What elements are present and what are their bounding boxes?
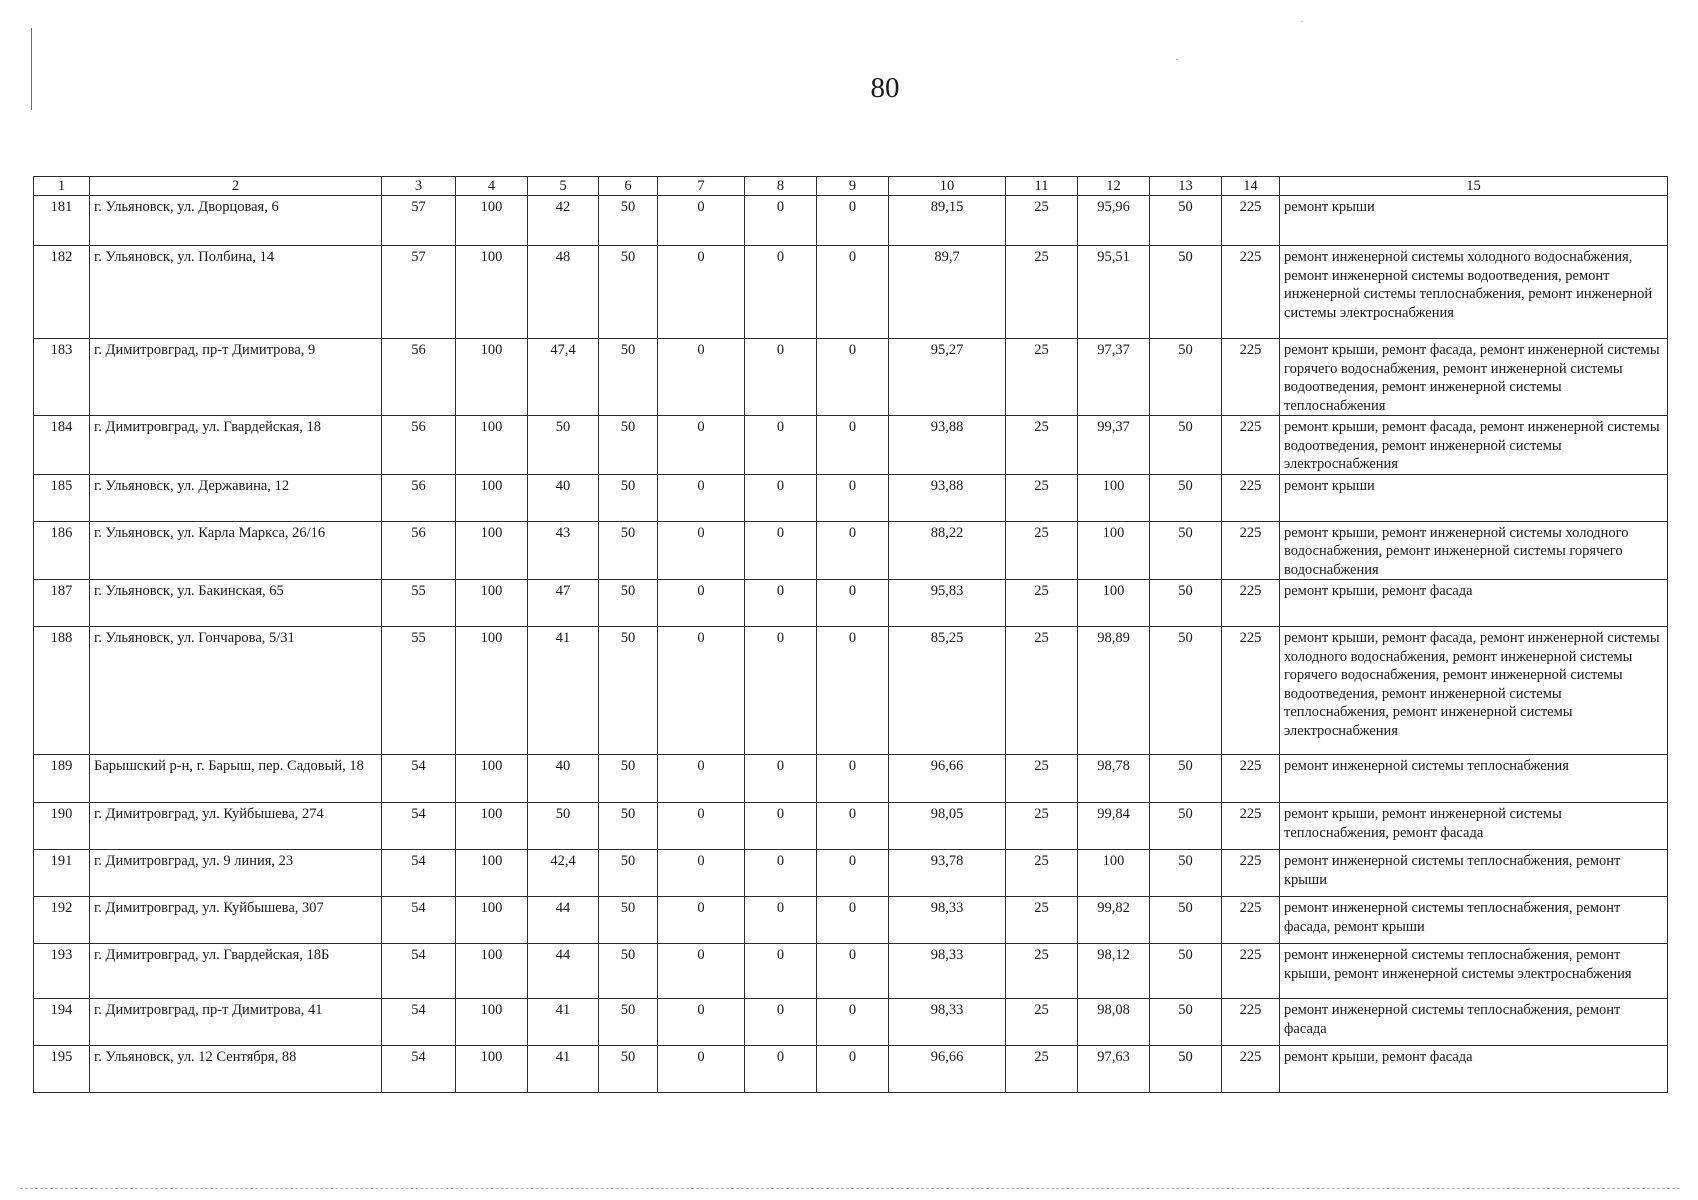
value-cell-c3: 54 [382,1046,456,1093]
works-cell: ремонт инженерной системы холодного водоснабжения, ремонт инженерной системы водоотведения, ремонт инженерной системы теплоснабжения, ремонт инженерной системы электроснабжения [1280,246,1668,339]
column-header-7: 7 [658,177,745,196]
value-cell-c3: 57 [382,246,456,339]
scan-edge-noise [20,1188,1680,1191]
table-row [34,850,1668,897]
address-cell: г. Ульяновск, ул. 12 Сентября, 88 [90,1046,382,1093]
works-cell: ремонт крыши [1280,196,1668,246]
value-cell-c7: 0 [658,246,745,339]
value-cell-c6: 50 [599,521,658,580]
column-header-9: 9 [817,177,889,196]
address-cell: г. Ульяновск, ул. Карла Маркса, 26/16 [90,521,382,580]
value-cell-c10: 98,33 [889,897,1006,944]
row-number: 184 [34,416,90,475]
works-cell: ремонт инженерной системы теплоснабжения [1280,755,1668,803]
works-cell: ремонт инженерной системы теплоснабжения, ремонт фасада, ремонт крыши [1280,897,1668,944]
value-cell-c3: 56 [382,416,456,475]
value-cell-c11: 25 [1006,755,1078,803]
value-cell-c9: 0 [817,999,889,1046]
value-cell-c5: 42 [528,196,599,246]
value-cell-c11: 25 [1006,580,1078,627]
value-cell-c12: 99,37 [1078,416,1150,475]
works-cell: ремонт крыши, ремонт инженерной системы холодного водоснабжения, ремонт инженерной системы горячего водоснабжения [1280,521,1668,580]
table-row [34,897,1668,944]
value-cell-c4: 100 [456,850,528,897]
value-cell-c7: 0 [658,755,745,803]
row-number: 193 [34,944,90,999]
value-cell-c4: 100 [456,944,528,999]
value-cell-c7: 0 [658,521,745,580]
value-cell-c10: 95,27 [889,339,1006,416]
row-number: 189 [34,755,90,803]
value-cell-c14: 225 [1222,196,1280,246]
value-cell-c4: 100 [456,627,528,755]
value-cell-c3: 54 [382,897,456,944]
table-row [34,246,1668,339]
value-cell-c11: 25 [1006,416,1078,475]
value-cell-c14: 225 [1222,246,1280,339]
value-cell-c11: 25 [1006,850,1078,897]
value-cell-c3: 54 [382,803,456,850]
value-cell-c11: 25 [1006,474,1078,521]
value-cell-c8: 0 [745,1046,817,1093]
value-cell-c14: 225 [1222,944,1280,999]
value-cell-c6: 50 [599,803,658,850]
value-cell-c8: 0 [745,897,817,944]
value-cell-c10: 95,83 [889,580,1006,627]
value-cell-c13: 50 [1150,339,1222,416]
table-header-row [34,177,1668,196]
value-cell-c4: 100 [456,196,528,246]
column-header-12: 12 [1078,177,1150,196]
address-cell: Барышский р-н, г. Барыш, пер. Садовый, 18 [90,755,382,803]
value-cell-c6: 50 [599,580,658,627]
row-number: 181 [34,196,90,246]
value-cell-c13: 50 [1150,416,1222,475]
value-cell-c4: 100 [456,1046,528,1093]
value-cell-c6: 50 [599,196,658,246]
value-cell-c5: 44 [528,897,599,944]
value-cell-c13: 50 [1150,196,1222,246]
value-cell-c8: 0 [745,416,817,475]
value-cell-c14: 225 [1222,999,1280,1046]
value-cell-c13: 50 [1150,897,1222,944]
address-cell: г. Ульяновск, ул. Полбина, 14 [90,246,382,339]
value-cell-c12: 98,12 [1078,944,1150,999]
value-cell-c6: 50 [599,246,658,339]
works-cell: ремонт инженерной системы теплоснабжения, ремонт крыши, ремонт инженерной системы электроснабжения [1280,944,1668,999]
repair-table [33,176,1668,1093]
value-cell-c7: 0 [658,580,745,627]
works-cell: ремонт крыши, ремонт фасада, ремонт инженерной системы водоотведения, ремонт инженерной системы электроснабжения [1280,416,1668,475]
works-cell: ремонт крыши, ремонт фасада, ремонт инженерной системы холодного водоснабжения, ремонт инженерной системы горячего водоснабжения, ремонт инженерной системы водоотведения, ремонт инженерной системы теплоснабжения, ремонт инженерной системы электроснабжения [1280,627,1668,755]
value-cell-c9: 0 [817,474,889,521]
address-cell: г. Димитровград, пр-т Димитрова, 41 [90,999,382,1046]
works-cell: ремонт инженерной системы теплоснабжения, ремонт фасада [1280,999,1668,1046]
row-number: 185 [34,474,90,521]
value-cell-c5: 41 [528,627,599,755]
value-cell-c13: 50 [1150,999,1222,1046]
works-cell: ремонт крыши, ремонт фасада, ремонт инженерной системы горячего водоснабжения, ремонт инженерной системы водоотведения, ремонт инженерной системы теплоснабжения [1280,339,1668,416]
table-row [34,196,1668,246]
table-row [34,339,1668,416]
column-header-8: 8 [745,177,817,196]
value-cell-c8: 0 [745,196,817,246]
value-cell-c7: 0 [658,474,745,521]
value-cell-c9: 0 [817,580,889,627]
value-cell-c3: 54 [382,944,456,999]
value-cell-c13: 50 [1150,246,1222,339]
value-cell-c12: 99,82 [1078,897,1150,944]
value-cell-c11: 25 [1006,196,1078,246]
value-cell-c5: 41 [528,999,599,1046]
value-cell-c7: 0 [658,803,745,850]
value-cell-c4: 100 [456,755,528,803]
row-number: 183 [34,339,90,416]
value-cell-c11: 25 [1006,1046,1078,1093]
value-cell-c14: 225 [1222,521,1280,580]
value-cell-c5: 50 [528,416,599,475]
value-cell-c14: 225 [1222,850,1280,897]
row-number: 187 [34,580,90,627]
value-cell-c4: 100 [456,803,528,850]
value-cell-c10: 96,66 [889,1046,1006,1093]
value-cell-c11: 25 [1006,803,1078,850]
value-cell-c10: 88,22 [889,521,1006,580]
value-cell-c5: 44 [528,944,599,999]
scan-speck: · [1175,52,1179,66]
value-cell-c11: 25 [1006,897,1078,944]
value-cell-c13: 50 [1150,627,1222,755]
value-cell-c10: 98,33 [889,944,1006,999]
value-cell-c3: 54 [382,755,456,803]
value-cell-c6: 50 [599,755,658,803]
row-number: 186 [34,521,90,580]
value-cell-c7: 0 [658,416,745,475]
value-cell-c12: 95,51 [1078,246,1150,339]
column-header-13: 13 [1150,177,1222,196]
value-cell-c13: 50 [1150,580,1222,627]
value-cell-c9: 0 [817,627,889,755]
value-cell-c9: 0 [817,803,889,850]
row-number: 192 [34,897,90,944]
value-cell-c9: 0 [817,755,889,803]
value-cell-c11: 25 [1006,627,1078,755]
value-cell-c9: 0 [817,944,889,999]
table-row [34,474,1668,521]
table-row [34,521,1668,580]
value-cell-c6: 50 [599,897,658,944]
row-number: 188 [34,627,90,755]
scan-speck: · [1300,14,1304,28]
value-cell-c12: 97,37 [1078,339,1150,416]
value-cell-c11: 25 [1006,521,1078,580]
value-cell-c10: 98,33 [889,999,1006,1046]
value-cell-c6: 50 [599,850,658,897]
value-cell-c8: 0 [745,580,817,627]
value-cell-c4: 100 [456,246,528,339]
table-row [34,627,1668,755]
column-header-14: 14 [1222,177,1280,196]
value-cell-c9: 0 [817,1046,889,1093]
value-cell-c12: 98,89 [1078,627,1150,755]
value-cell-c12: 100 [1078,521,1150,580]
value-cell-c6: 50 [599,1046,658,1093]
value-cell-c10: 93,78 [889,850,1006,897]
value-cell-c13: 50 [1150,755,1222,803]
column-header-6: 6 [599,177,658,196]
row-number: 195 [34,1046,90,1093]
value-cell-c8: 0 [745,999,817,1046]
works-cell: ремонт крыши [1280,474,1668,521]
table-row [34,1046,1668,1093]
value-cell-c7: 0 [658,897,745,944]
value-cell-c7: 0 [658,339,745,416]
works-cell: ремонт крыши, ремонт инженерной системы теплоснабжения, ремонт фасада [1280,803,1668,850]
value-cell-c12: 97,63 [1078,1046,1150,1093]
value-cell-c7: 0 [658,944,745,999]
value-cell-c11: 25 [1006,999,1078,1046]
value-cell-c8: 0 [745,803,817,850]
table-row [34,944,1668,999]
value-cell-c10: 85,25 [889,627,1006,755]
address-cell: г. Ульяновск, ул. Дворцовая, 6 [90,196,382,246]
column-header-15: 15 [1280,177,1668,196]
value-cell-c4: 100 [456,521,528,580]
address-cell: г. Димитровград, ул. Гвардейская, 18Б [90,944,382,999]
value-cell-c6: 50 [599,999,658,1046]
value-cell-c3: 54 [382,999,456,1046]
value-cell-c12: 100 [1078,580,1150,627]
value-cell-c6: 50 [599,944,658,999]
table-row [34,580,1668,627]
value-cell-c9: 0 [817,196,889,246]
value-cell-c5: 43 [528,521,599,580]
address-cell: г. Димитровград, ул. Куйбышева, 274 [90,803,382,850]
value-cell-c10: 89,15 [889,196,1006,246]
value-cell-c8: 0 [745,627,817,755]
value-cell-c3: 56 [382,521,456,580]
value-cell-c11: 25 [1006,339,1078,416]
value-cell-c13: 50 [1150,1046,1222,1093]
column-header-2: 2 [90,177,382,196]
works-cell: ремонт крыши, ремонт фасада [1280,1046,1668,1093]
row-number: 182 [34,246,90,339]
value-cell-c5: 47,4 [528,339,599,416]
value-cell-c6: 50 [599,416,658,475]
value-cell-c5: 50 [528,803,599,850]
value-cell-c8: 0 [745,339,817,416]
value-cell-c14: 225 [1222,1046,1280,1093]
address-cell: г. Димитровград, ул. 9 линия, 23 [90,850,382,897]
value-cell-c5: 47 [528,580,599,627]
value-cell-c8: 0 [745,850,817,897]
table-row [34,755,1668,803]
value-cell-c13: 50 [1150,944,1222,999]
value-cell-c14: 225 [1222,339,1280,416]
value-cell-c5: 40 [528,474,599,521]
value-cell-c3: 56 [382,474,456,521]
value-cell-c7: 0 [658,627,745,755]
value-cell-c3: 56 [382,339,456,416]
works-cell: ремонт инженерной системы теплоснабжения, ремонт крыши [1280,850,1668,897]
value-cell-c10: 96,66 [889,755,1006,803]
value-cell-c5: 40 [528,755,599,803]
table-row [34,999,1668,1046]
value-cell-c12: 99,84 [1078,803,1150,850]
value-cell-c13: 50 [1150,803,1222,850]
value-cell-c6: 50 [599,339,658,416]
address-cell: г. Димитровград, пр-т Димитрова, 9 [90,339,382,416]
table-row [34,803,1668,850]
value-cell-c12: 98,08 [1078,999,1150,1046]
value-cell-c10: 89,7 [889,246,1006,339]
page-number: 80 [870,72,900,104]
address-cell: г. Ульяновск, ул. Бакинская, 65 [90,580,382,627]
value-cell-c9: 0 [817,897,889,944]
address-cell: г. Ульяновск, ул. Державина, 12 [90,474,382,521]
value-cell-c3: 54 [382,850,456,897]
column-header-3: 3 [382,177,456,196]
value-cell-c12: 100 [1078,474,1150,521]
value-cell-c10: 98,05 [889,803,1006,850]
value-cell-c4: 100 [456,474,528,521]
value-cell-c7: 0 [658,196,745,246]
value-cell-c8: 0 [745,755,817,803]
value-cell-c12: 95,96 [1078,196,1150,246]
value-cell-c13: 50 [1150,850,1222,897]
column-header-1: 1 [34,177,90,196]
address-cell: г. Димитровград, ул. Гвардейская, 18 [90,416,382,475]
value-cell-c12: 98,78 [1078,755,1150,803]
value-cell-c14: 225 [1222,416,1280,475]
address-cell: г. Ульяновск, ул. Гончарова, 5/31 [90,627,382,755]
value-cell-c7: 0 [658,1046,745,1093]
value-cell-c6: 50 [599,474,658,521]
value-cell-c5: 41 [528,1046,599,1093]
value-cell-c9: 0 [817,246,889,339]
value-cell-c14: 225 [1222,474,1280,521]
value-cell-c8: 0 [745,521,817,580]
value-cell-c11: 25 [1006,246,1078,339]
value-cell-c8: 0 [745,944,817,999]
address-cell: г. Димитровград, ул. Куйбышева, 307 [90,897,382,944]
value-cell-c6: 50 [599,627,658,755]
value-cell-c4: 100 [456,580,528,627]
value-cell-c14: 225 [1222,803,1280,850]
row-number: 191 [34,850,90,897]
value-cell-c10: 93,88 [889,416,1006,475]
value-cell-c4: 100 [456,416,528,475]
row-number: 194 [34,999,90,1046]
value-cell-c11: 25 [1006,944,1078,999]
value-cell-c10: 93,88 [889,474,1006,521]
value-cell-c12: 100 [1078,850,1150,897]
value-cell-c14: 225 [1222,580,1280,627]
column-header-10: 10 [889,177,1006,196]
value-cell-c9: 0 [817,850,889,897]
value-cell-c8: 0 [745,246,817,339]
value-cell-c7: 0 [658,999,745,1046]
value-cell-c5: 42,4 [528,850,599,897]
works-cell: ремонт крыши, ремонт фасада [1280,580,1668,627]
value-cell-c3: 57 [382,196,456,246]
column-header-5: 5 [528,177,599,196]
value-cell-c4: 100 [456,999,528,1046]
value-cell-c13: 50 [1150,521,1222,580]
value-cell-c5: 48 [528,246,599,339]
value-cell-c3: 55 [382,627,456,755]
value-cell-c9: 0 [817,339,889,416]
value-cell-c7: 0 [658,850,745,897]
value-cell-c3: 55 [382,580,456,627]
value-cell-c4: 100 [456,897,528,944]
column-header-4: 4 [456,177,528,196]
value-cell-c14: 225 [1222,897,1280,944]
value-cell-c14: 225 [1222,627,1280,755]
value-cell-c8: 0 [745,474,817,521]
column-header-11: 11 [1006,177,1078,196]
value-cell-c13: 50 [1150,474,1222,521]
value-cell-c14: 225 [1222,755,1280,803]
value-cell-c4: 100 [456,339,528,416]
row-number: 190 [34,803,90,850]
value-cell-c9: 0 [817,521,889,580]
table-row [34,416,1668,475]
value-cell-c9: 0 [817,416,889,475]
